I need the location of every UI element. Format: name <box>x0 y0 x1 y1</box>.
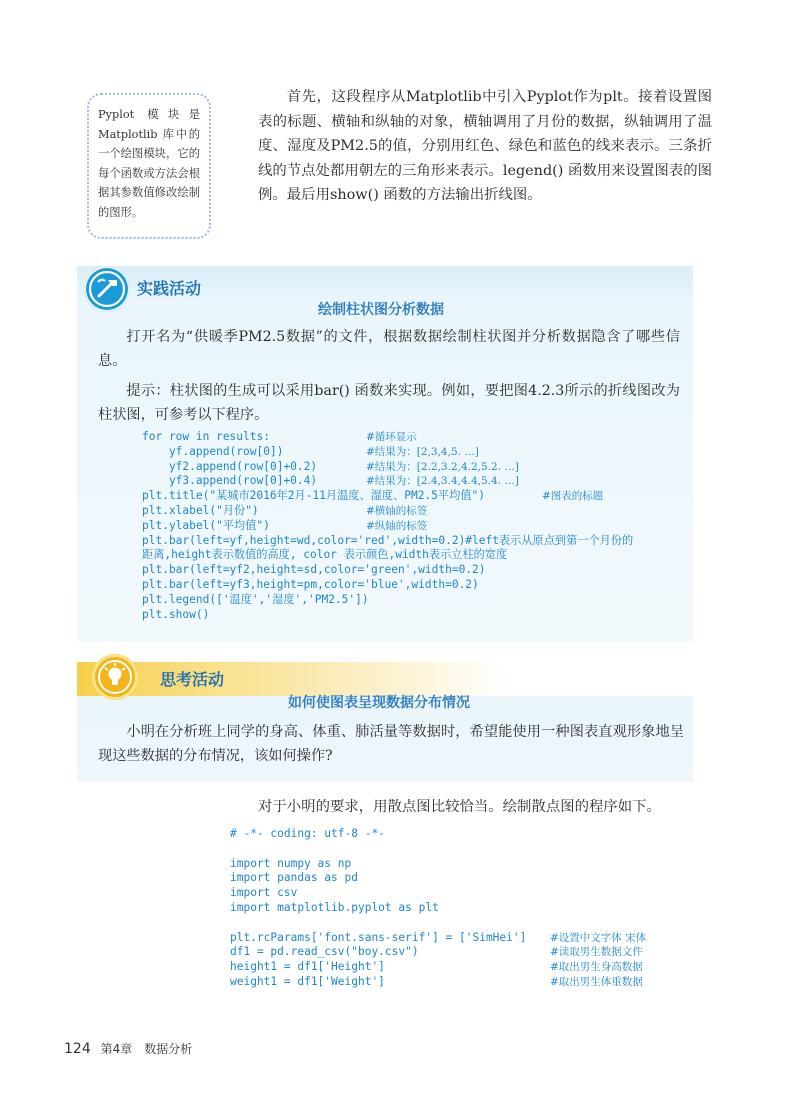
code-line <box>142 519 633 534</box>
code-line <box>230 930 647 946</box>
thinking-title: 思考活动 <box>160 670 225 689</box>
code-line <box>142 593 633 608</box>
code-text: plt.bar(left=yf3,height=pm,color='blue',width=0.2) <box>142 577 479 591</box>
code-line <box>142 504 633 519</box>
practice-badge <box>84 266 130 312</box>
code-line <box>230 886 526 901</box>
hammer-icon <box>84 266 130 312</box>
code-text: plt.title("某城市2016年2月-11月温度、湿度、PM2.5平均值") <box>142 489 485 503</box>
practice-code-block <box>142 430 633 622</box>
code-line <box>142 445 633 460</box>
code-line <box>142 548 633 563</box>
code-text: yf3.append(row[0]+0.4) <box>142 474 318 488</box>
code-text: plt.bar(left=yf2,height=sd,color='green',width=0.2) <box>142 563 486 577</box>
code-text: plt.bar(left=yf,height=wd,color='red',width=0.2)#left表示从原点到第一个月份的 <box>142 533 634 547</box>
code-text: # -*- coding: utf-8 -*- <box>230 827 385 840</box>
code-comment: #横轴的标签 <box>366 504 428 517</box>
code-line <box>230 842 526 857</box>
code-comment: #结果为：[2.4,3.4,4.4,5.4. …] <box>366 475 519 488</box>
code-text: weight1 = df1['Weight'] <box>230 974 385 988</box>
code-line <box>230 871 526 886</box>
code-text: for row in results: <box>142 430 270 443</box>
code-comment: #取出男生体重数据 <box>550 975 643 988</box>
code-line <box>142 474 633 489</box>
code-text: plt.show() <box>142 607 210 621</box>
thinking-paragraph <box>98 720 684 768</box>
code-text: plt.xlabel("月份") <box>142 503 259 517</box>
code-comment: #图表的标题 <box>542 490 604 503</box>
code-line <box>230 916 526 931</box>
code-line <box>142 460 633 475</box>
practice-paragraph-1 <box>98 325 680 373</box>
practice-title: 实践活动 <box>137 279 202 298</box>
code-comment: #设置中文字体 宋体 <box>550 931 647 944</box>
lightbulb-icon <box>92 654 138 700</box>
code-text: import pandas as pd <box>230 871 358 885</box>
code-line <box>230 901 526 916</box>
intro-text: 首先，这段程序从Matplotlib中引入Pyplot作为plt。接着设置图表的标题、横轴和纵轴的对象，横轴调用了月份的数据，纵轴调用了温度、湿度及PM2.5的值，分别用红色、绿色和蓝色的线来表示。三条折线的节点处都用朝左的三角形来表示。legend() 函数用来设置图表的图例。最后用show() 函数的方法输出折线图。 <box>258 89 712 204</box>
side-note <box>87 93 211 239</box>
code-line <box>142 608 633 623</box>
page-number: 124 <box>64 1041 91 1057</box>
code-comment: #结果为：[2,3,4,5. …] <box>366 445 479 458</box>
code-text: df1 = pd.read_csv("boy.csv") <box>230 945 419 959</box>
code-text: plt.rcParams['font.sans-serif'] = ['SimHei'] <box>230 930 527 944</box>
thinking-text: 小明在分析班上同学的身高、体重、肺活量等数据时，希望能使用一种图表直观形象地呈现这些数据的分布情况，该如何操作? <box>98 724 684 764</box>
code-comment: #纵轴的标签 <box>366 519 428 532</box>
code-text: 距离,height表示数值的高度, color 表示颜色,width表示立柱的宽度 <box>142 548 508 562</box>
code-comment: #循环显示 <box>366 431 417 443</box>
page-footer <box>64 1040 192 1057</box>
chapter-label: 第4章 数据分析 <box>100 1042 193 1056</box>
code-text: yf.append(row[0]) <box>142 444 284 458</box>
code-line <box>142 489 633 504</box>
practice-p1: 打开名为“供暖季PM2.5数据”的文件，根据数据绘制柱状图并分析数据隐含了哪些信息。 <box>98 329 680 369</box>
code-line <box>230 827 526 842</box>
code-line <box>142 578 633 593</box>
code-line <box>230 945 643 960</box>
code-line <box>142 563 633 578</box>
code-comment: #读取男生数据文件 <box>550 946 643 959</box>
code-text: height1 = df1['Height'] <box>230 960 385 974</box>
code-text: yf2.append(row[0]+0.2) <box>142 459 318 473</box>
reply-paragraph <box>258 795 708 819</box>
code-line <box>230 974 643 990</box>
side-note-text: Pyplot 模块是Matplotlib 库中的一个绘图模块，它的每个函数或方法会根据其参数值修改绘制的图形。 <box>98 108 200 219</box>
reply-text: 对于小明的要求，用散点图比较恰当。绘制散点图的程序如下。 <box>258 799 661 815</box>
practice-paragraph-2 <box>98 379 680 427</box>
code-text: import matplotlib.pyplot as plt <box>230 900 439 914</box>
code-line <box>142 534 633 549</box>
practice-p2: 提示：柱状图的生成可以采用bar() 函数来实现。例如，要把图4.2.3所示的折线图改为柱状图，可参考以下程序。 <box>98 383 680 423</box>
scatter-code-block <box>230 827 647 990</box>
code-text: plt.ylabel("平均值") <box>142 518 270 532</box>
code-comment: #结果为：[2.2,3.2,4.2,5.2. …] <box>366 460 519 473</box>
thinking-subtitle: 如何使图表呈现数据分布情况 <box>288 695 470 711</box>
code-line <box>230 857 526 872</box>
practice-subtitle: 绘制柱状图分析数据 <box>318 302 444 318</box>
code-text: import numpy as np <box>230 856 352 870</box>
code-line <box>142 430 633 445</box>
intro-paragraph <box>258 85 712 208</box>
code-comment: #取出男生身高数据 <box>550 961 643 974</box>
code-text: plt.legend(['温度','湿度','PM2.5']) <box>142 592 369 606</box>
code-text: import csv <box>230 886 298 900</box>
thinking-badge <box>92 654 138 700</box>
code-line <box>230 960 643 975</box>
